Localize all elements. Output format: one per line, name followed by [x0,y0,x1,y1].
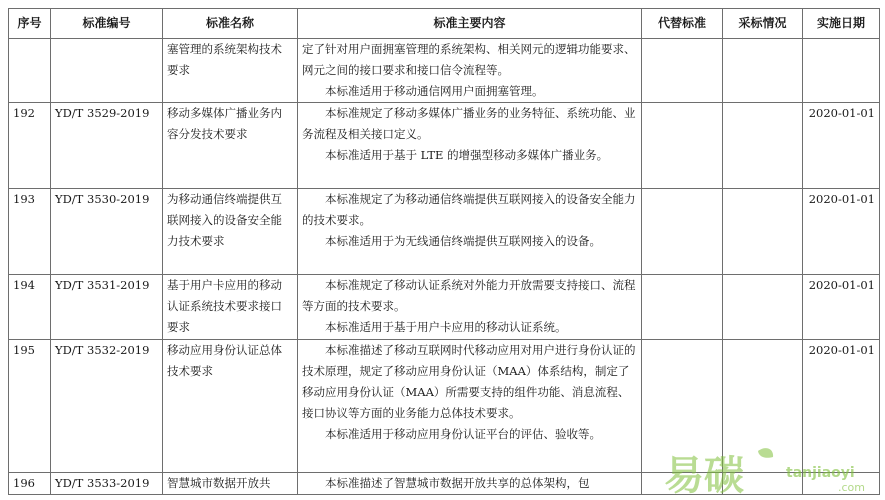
row-no: 196 [9,473,51,495]
content-paragraph: 本标准适用于移动通信网用户面拥塞管理。 [325,84,544,98]
header-date: 实施日期 [803,9,880,39]
table-row [9,275,880,340]
row-content [298,473,642,495]
row-adopted [723,103,803,189]
row-adopted [723,189,803,275]
row-no: 195 [9,340,51,473]
content-paragraph: 本标准适用于基于用户卡应用的移动认证系统。 [325,320,567,334]
row-date: 2020-01-01 [803,340,880,473]
row-replaced [642,275,723,340]
row-content [298,189,642,275]
content-paragraph: 本标准规定了移动多媒体广播业务的业务特征、系统功能、业务流程及相关接口定义。 [302,106,636,141]
table-row [9,39,880,103]
leaf-icon [758,448,773,458]
watermark-cn-text: 易碳 [664,453,744,497]
row-no [9,39,51,103]
header-replaced: 代替标准 [642,9,723,39]
row-date: 2020-01-01 [803,275,880,340]
header-name: 标准名称 [163,9,298,39]
row-name: 移动多媒体广播业务内容分发技术要求 [163,103,298,189]
row-date [803,39,880,103]
content-paragraph: 本标准适用于基于 LTE 的增强型移动多媒体广播业务。 [325,148,609,162]
watermark-latin-text: tanjiaoyi [786,465,855,481]
row-content [298,340,642,473]
content-paragraph: 本标准规定了为移动通信终端提供互联网接入的设备安全能力的技术要求。 [302,192,636,227]
row-name: 塞管理的系统架构技术要求 [163,39,298,103]
row-no: 194 [9,275,51,340]
row-code [51,39,163,103]
standards-table [8,8,880,495]
header-adopted: 采标情况 [723,9,803,39]
row-code: YD/T 3530-2019 [51,189,163,275]
row-name: 智慧城市数据开放共 [163,473,298,495]
content-paragraph: 定了针对用户面拥塞管理的系统架构、相关网元的逻辑功能要求、网元之间的接口要求和接口信令流程等。 [302,42,636,77]
content-paragraph: 本标准描述了智慧城市数据开放共享的总体架构，包 [325,476,590,490]
table-row [9,189,880,275]
row-name: 移动应用身份认证总体技术要求 [163,340,298,473]
row-adopted [723,39,803,103]
content-paragraph: 本标准适用于为无线通信终端提供互联网接入的设备。 [325,234,601,248]
watermark-domain-text: .com [838,481,865,494]
row-content [298,275,642,340]
row-replaced [642,103,723,189]
row-code: YD/T 3531-2019 [51,275,163,340]
row-date: 2020-01-01 [803,103,880,189]
row-no: 192 [9,103,51,189]
row-code: YD/T 3533-2019 [51,473,163,495]
row-name: 基于用户卡应用的移动认证系统技术要求接口要求 [163,275,298,340]
header-content: 标准主要内容 [298,9,642,39]
row-content [298,103,642,189]
header-row [9,9,880,39]
content-paragraph: 本标准规定了移动认证系统对外能力开放需要支持接口、流程等方面的技术要求。 [302,278,636,313]
row-replaced [642,189,723,275]
table-row [9,103,880,189]
row-no: 193 [9,189,51,275]
row-name: 为移动通信终端提供互联网接入的设备安全能力技术要求 [163,189,298,275]
row-content [298,39,642,103]
row-adopted [723,275,803,340]
row-replaced [642,39,723,103]
header-no: 序号 [9,9,51,39]
row-code: YD/T 3529-2019 [51,103,163,189]
row-date: 2020-01-01 [803,189,880,275]
content-paragraph: 本标准适用于移动应用身份认证平台的评估、验收等。 [325,427,601,441]
row-code: YD/T 3532-2019 [51,340,163,473]
header-code: 标准编号 [51,9,163,39]
content-paragraph: 本标准描述了移动互联网时代移动应用对用户进行身份认证的技术原理，规定了移动应用身份认证（MAA）体系结构，制定了移动应用身份认证（MAA）所需要支持的组件功能、消息流程、接口协议等方面的业务能力总体技术要求。 [302,343,636,420]
site-watermark-logo [662,443,877,497]
